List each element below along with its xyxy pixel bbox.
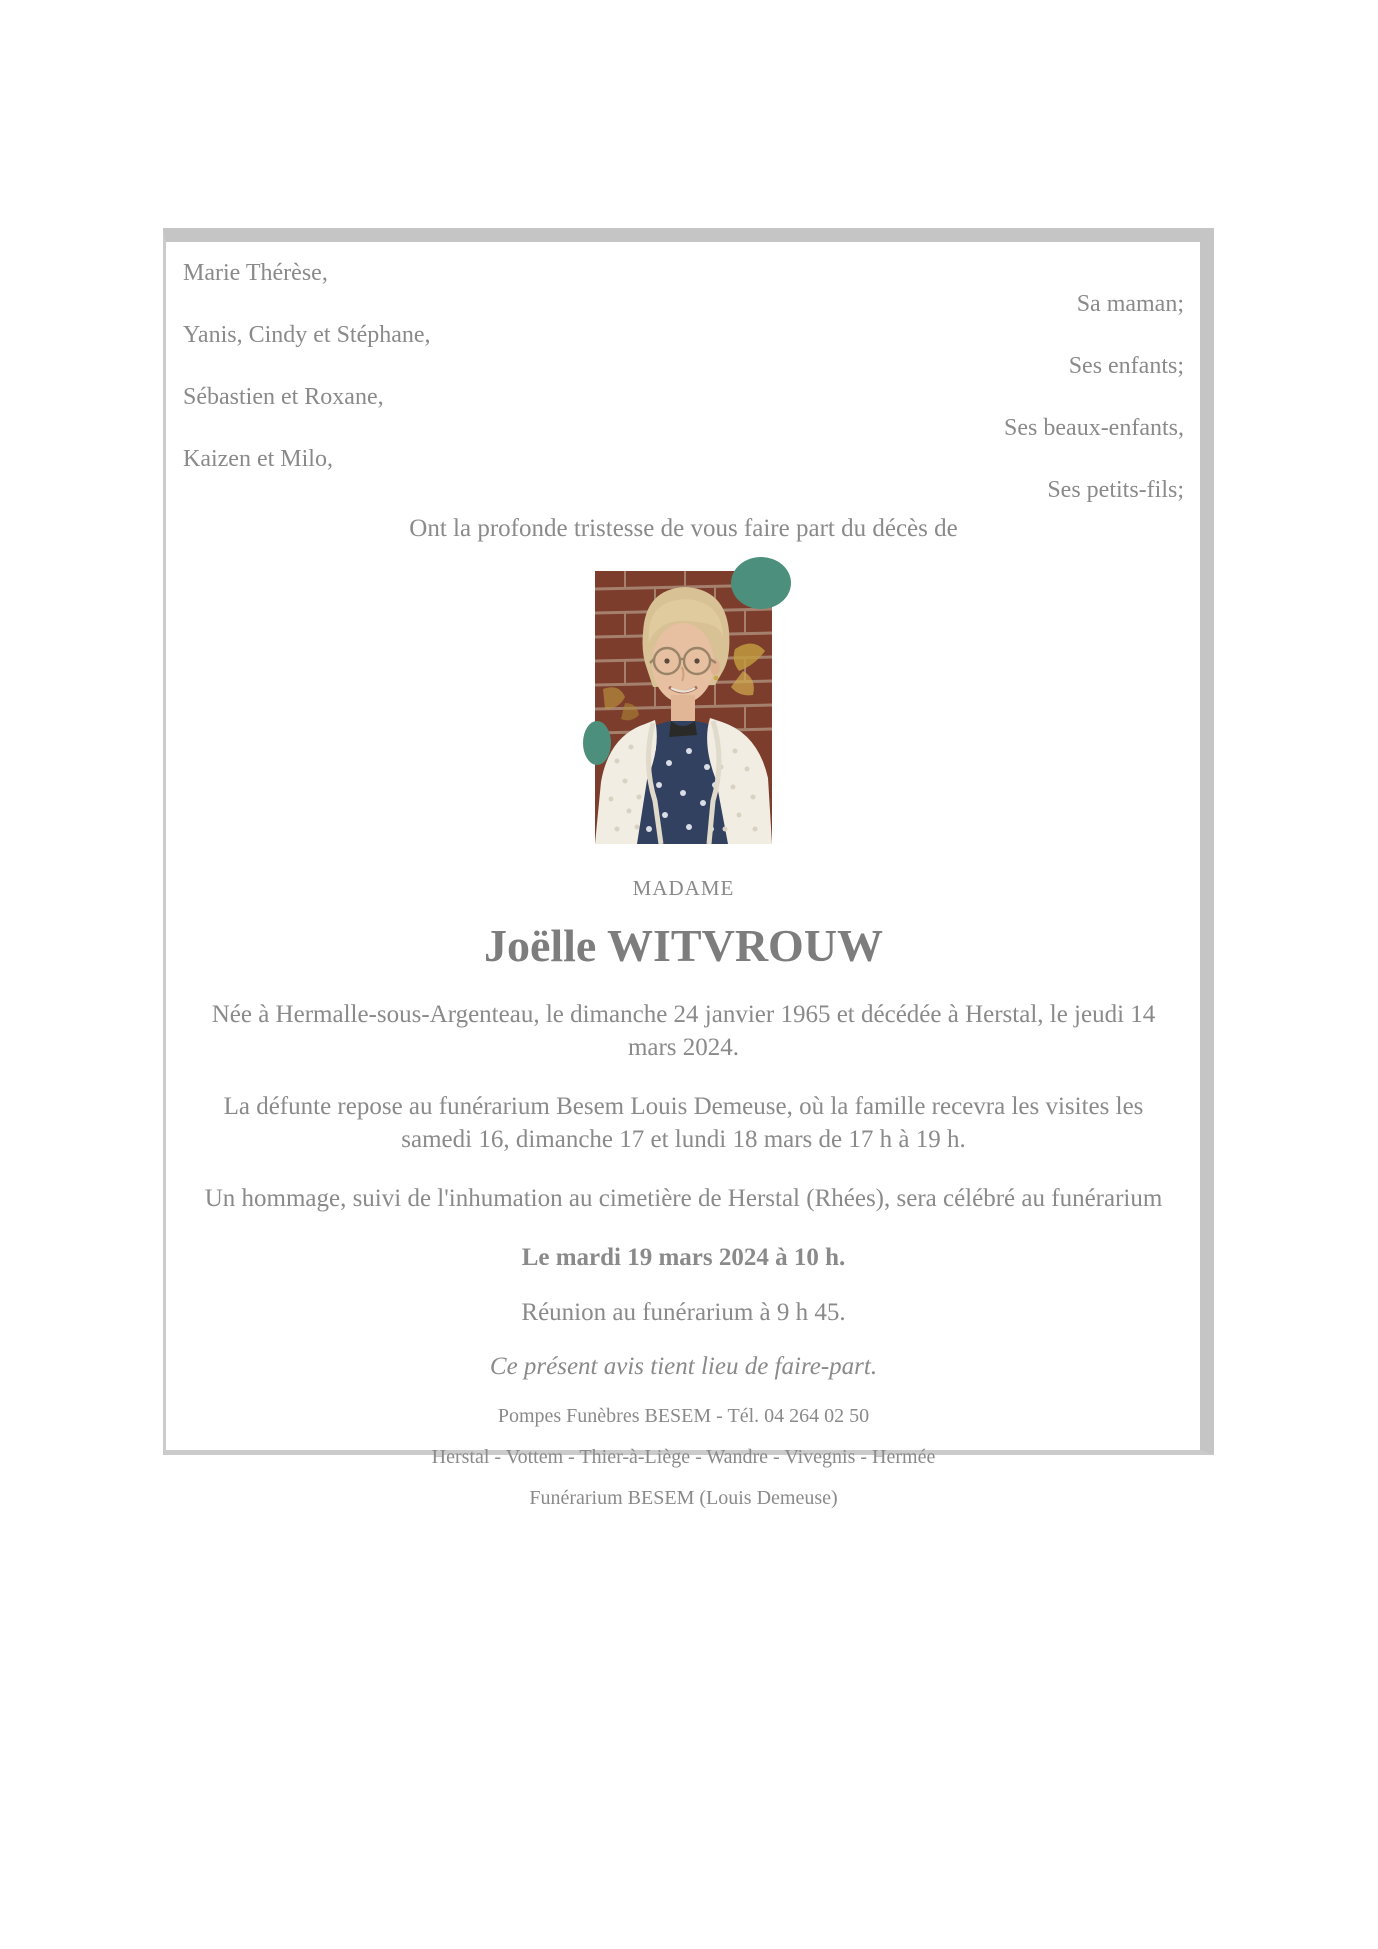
announcement-card (163, 228, 1214, 1509)
deceased-name: Joëlle WITVROUW (483, 920, 884, 971)
deceased-photo (595, 571, 772, 844)
meeting-info: Réunion au funérarium à 9 h 45. (521, 1299, 846, 1326)
relative-name: Marie Thérèse, (183, 260, 328, 286)
honorific: MADAME (632, 876, 735, 900)
photo-container (183, 571, 1184, 844)
funeral-home-contact: Pompes Funèbres BESEM - Tél. 04 264 02 50 (497, 1405, 870, 1427)
relative-name: Yanis, Cindy et Stéphane, (183, 322, 431, 348)
relative-name: Sébastien et Roxane, (183, 384, 384, 410)
ceremony-paragraph: Un hommage, suivi de l'inhumation au cimetière de Herstal (Rhées), sera célébré au funérarium (204, 1185, 1163, 1212)
relative-relation: Ses beaux-enfants, (1004, 415, 1184, 441)
intro-sentence: Ont la profonde tristesse de vous faire part du décès de (409, 515, 958, 542)
relative-relation: Sa maman; (1076, 291, 1184, 317)
relative-relation: Ses petits-fils; (1047, 477, 1184, 503)
life-dates-paragraph: Née à Hermalle-sous-Argenteau, le dimanche 24 janvier 1965 et décédée à Herstal, le jeudi 14 mars 2024. (211, 1001, 1156, 1061)
funeral-home-locations: Herstal - Vottem - Thier-à-Liège - Wandre - Vivegnis - Hermée (431, 1446, 936, 1468)
funerarium-name: Funérarium BESEM (Louis Demeuse) (529, 1487, 838, 1509)
card-content (166, 242, 1200, 1509)
visitation-paragraph: La défunte repose au funérarium Besem Louis Demeuse, où la famille recevra les visites les samedi 16, dimanche 17 et lundi 18 mars de 17 h à 19 h. (223, 1093, 1144, 1153)
ceremony-date: Le mardi 19 mars 2024 à 10 h. (521, 1244, 846, 1271)
relative-name: Kaizen et Milo, (183, 446, 333, 472)
faire-part-notice: Ce présent avis tient lieu de faire-part. (489, 1353, 878, 1380)
relative-relation: Ses enfants; (1068, 353, 1184, 379)
